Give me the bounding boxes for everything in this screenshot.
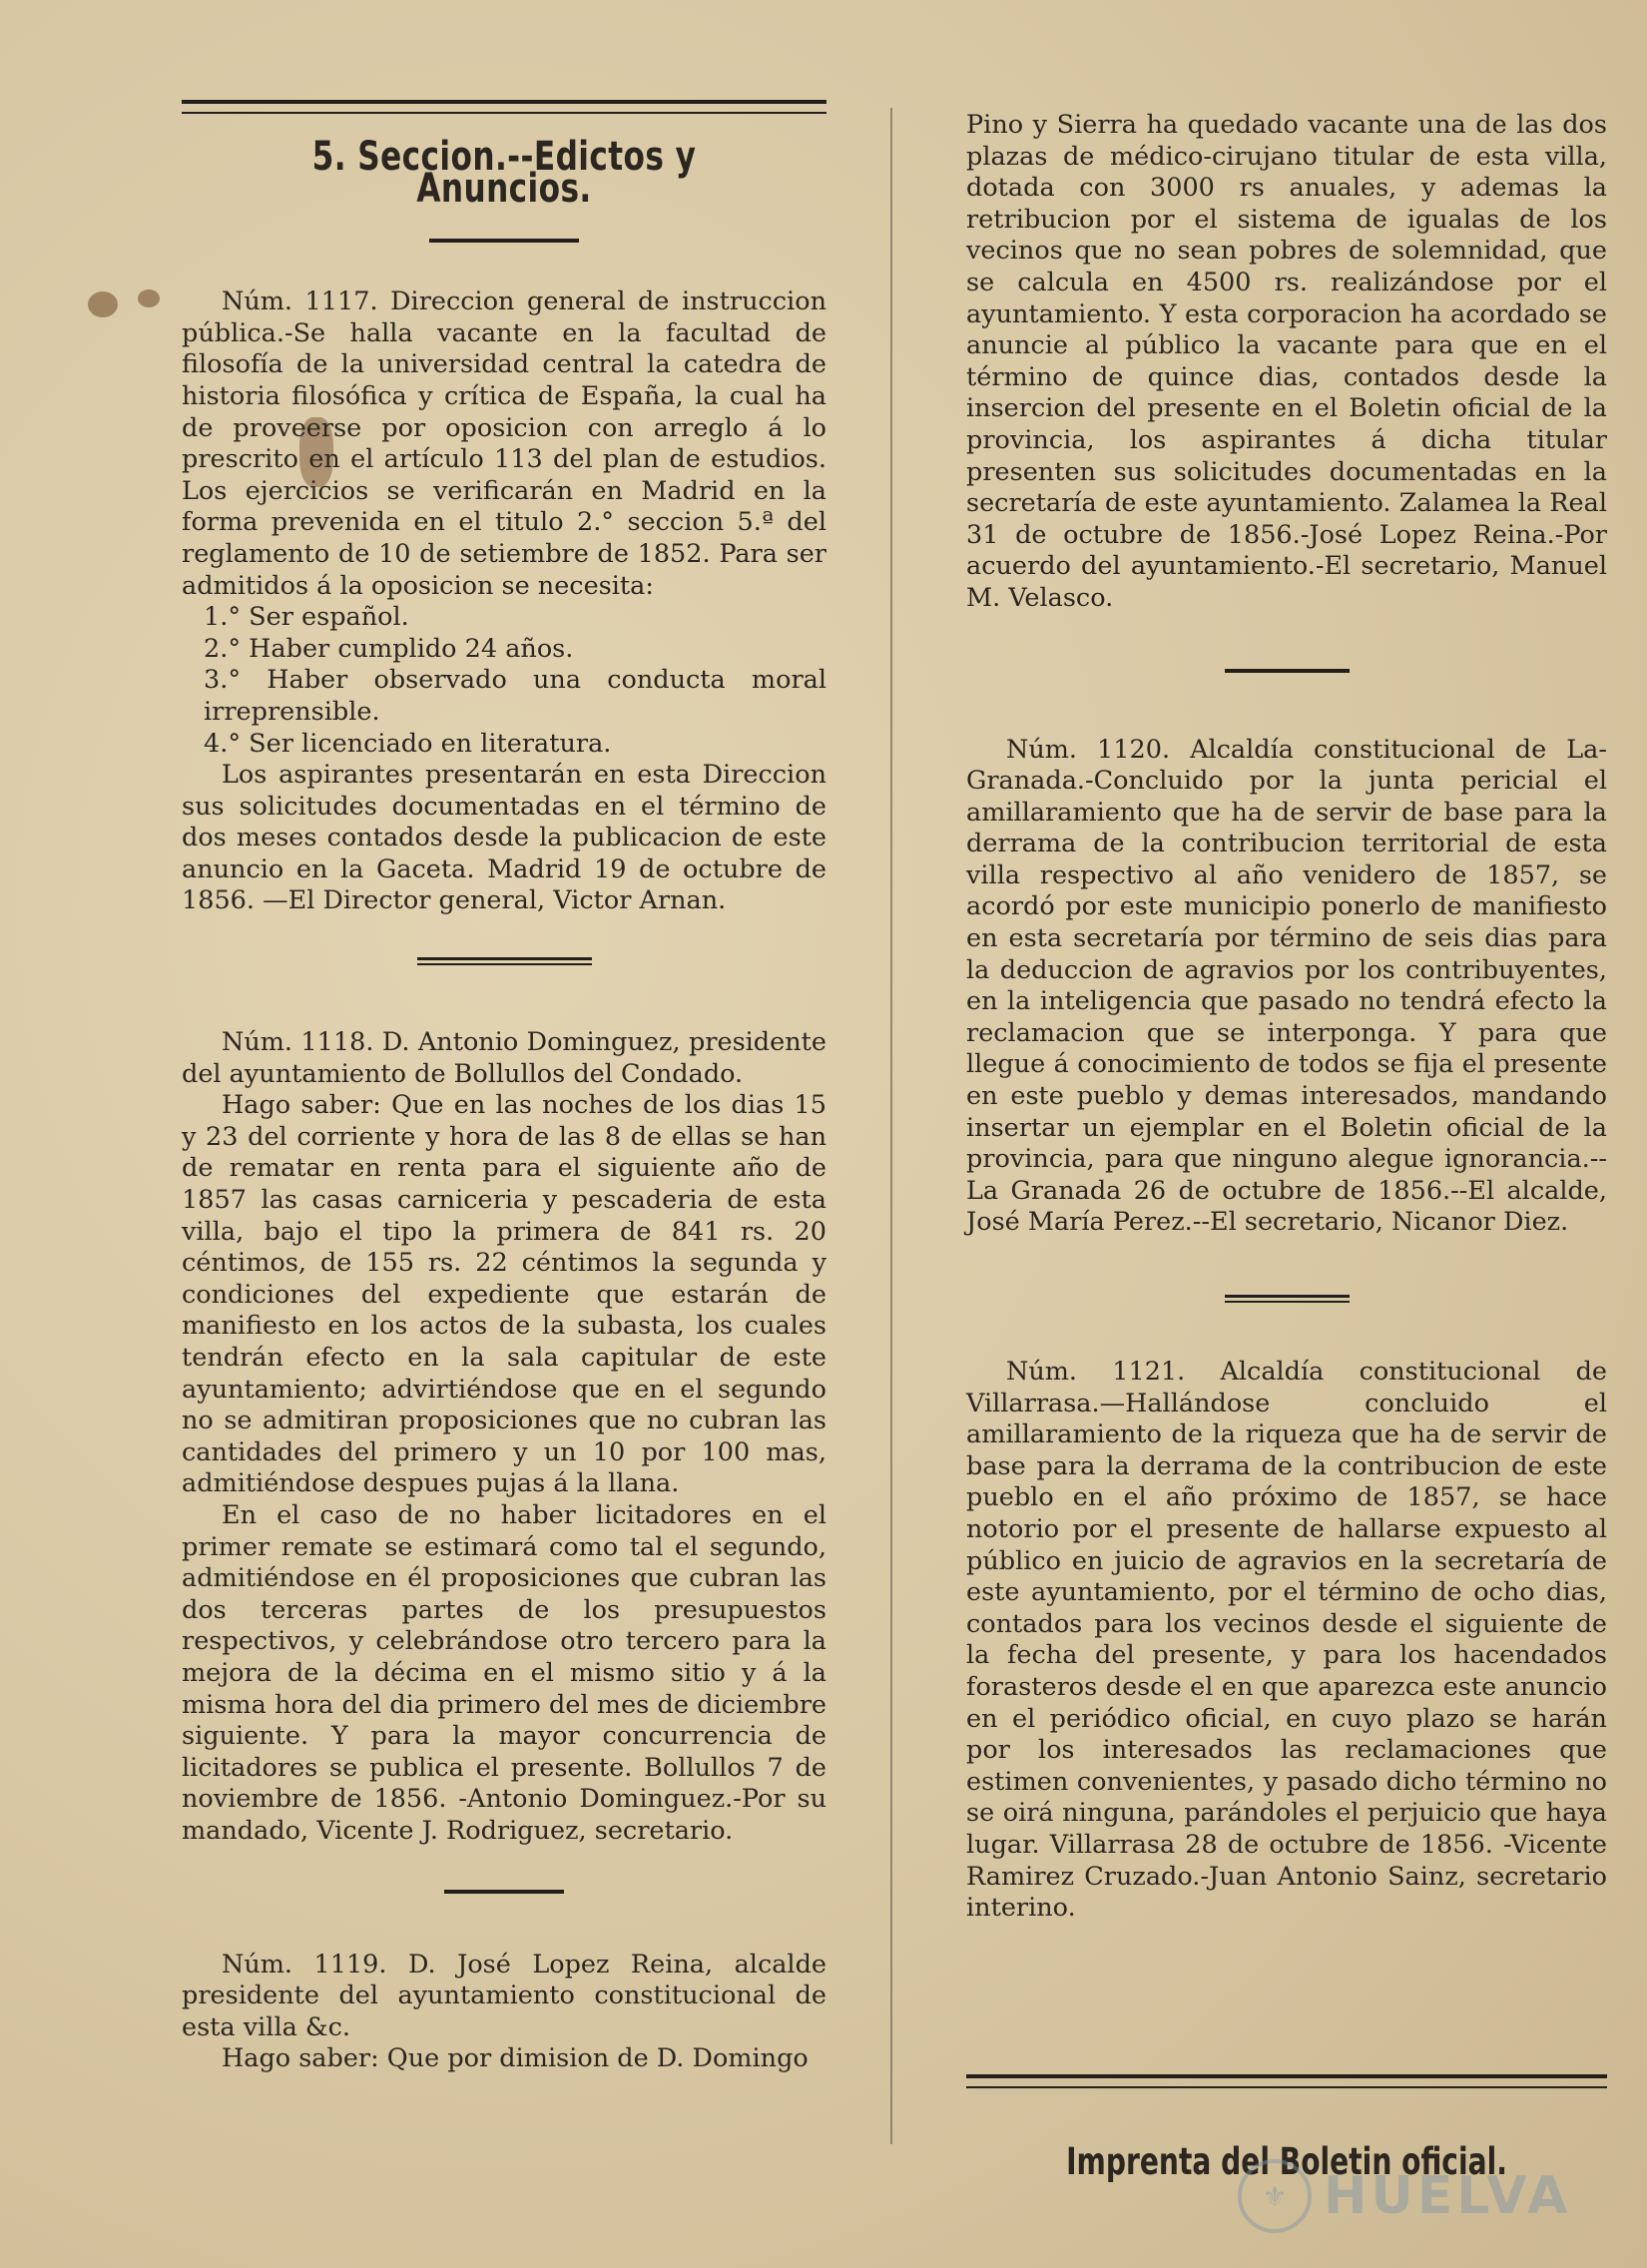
notice-1117-closing: Los aspirantes presentarán en esta Direccion sus solicitudes documentadas en el término de dos meses contados desde la publicacion de este anuncio en la Gaceta. Madrid 19 de octubre de 1856. —El Director general, Victor Arnan. [182, 760, 826, 916]
notice-separator [1225, 1295, 1350, 1303]
notice-1117-text: Núm. 1117. Direccion general de instruccion pública.-Se halla vacante en la facultad de filosofía de la universidad central la catedra de historia filosófica y crítica de España, la cual ha de proveerse por oposicion con arreglo á lo prescrito en el artículo 113 del plan de estudios. Los ejercicios se verificarán en Madrid en la forma prevenida en el titulo 2.° seccion 5.ª del reglamento de 10 de setiembre de 1852. Para ser admitidos á la oposicion se necesita: [182, 286, 826, 601]
right-column [966, 110, 1607, 2183]
notice-separator [417, 957, 592, 965]
requirement-item: 2.° Haber cumplido 24 años. [204, 633, 574, 664]
watermark-logo [1238, 2156, 1617, 2236]
crest-icon: ⚜ [1238, 2159, 1312, 2233]
notice-1121: Núm. 1121. Alcaldía constitucional de Villarrasa.—Hallándose concluido el amillaramiento de la riqueza que ha de servir de base para la derrama de la contribucion de este pueblo en el año próximo de 1857, se hace notorio por el presente de hallarse expuesto al público en juicio de agravios en la secretaría de este ayuntamiento, por el término de ocho dias, contados para los vecinos desde el siguiente de la fecha del presente, y para los hacendados forasteros desde el en que aparezca este anuncio en el periódico oficial, en cuyo plazo se harán por los interesados las reclamaciones que estimen convenientes, y pasado dicho término no se oirá ninguna, parándoles el perjuicio que haya lugar. Villarrasa 28 de octubre de 1856. -Vicente Ramirez Cruzado.-Juan Antonio Sainz, secretario interino. [966, 1357, 1607, 1924]
ink-stain [138, 289, 160, 307]
notice-1119-body: Hago saber: Que por dimision de D. Domingo [222, 2043, 809, 2074]
notice-1118-body: Hago saber: Que en las noches de los dias 15 y 23 del corriente y hora de las 8 de ellas se han de rematar en renta para el siguiente año de 1857 las casas carniceria y pescaderia de esta villa, bajo el tipo la primera de 841 rs. 20 céntimos, de 155 rs. 22 céntimos la segunda y condiciones del expediente que estarán de manifiesto en los actos de la subasta, los cuales tendrán efecto en la sala capitular de este ayuntamiento; advirtiéndose que en el segundo no se admitiran proposiciones que no cubran las cantidades del primero y un 10 por 100 mas, admitiéndose despues pujas á la llana. [182, 1090, 826, 1499]
left-column [182, 100, 826, 2075]
title-rule [429, 239, 579, 243]
notice-1118-heading: Núm. 1118. D. Antonio Dominguez, presidente del ayuntamiento de Bollullos del Condado. [182, 1027, 826, 1089]
notice-separator [444, 1890, 564, 1894]
section-title: 5. Seccion.--Edictos y Anuncios. [311, 134, 697, 212]
requirement-item: 4.° Ser licenciado en literatura. [204, 728, 612, 759]
notice-1120: Núm. 1120. Alcaldía constitucional de La-Granada.-Concluido por la junta pericial el amillaramiento que ha de servir de base para la derrama de la contribucion territorial de esta villa respectivo al año venidero de 1857, se acordó por este municipio ponerlo de manifiesto en esta secretaría por término de seis dias para la deduccion de agravios por los contribuyentes, en la inteligencia que pasado no tendrá efecto la reclamacion que se interponga. Y para que llegue á conocimiento de todos se fija el presente en este pueblo y demas interesados, mandando insertar un ejemplar en el Boletin oficial de la provincia, para que ninguno alegue ignorancia.--La Granada 26 de octubre de 1856.--El alcalde, José María Perez.--El secretario, Nicanor Diez. [966, 734, 1607, 1238]
printer-imprint: Imprenta del Boletin oficial. [1066, 2139, 1507, 2183]
notice-1119-continued: Pino y Sierra ha quedado vacante una de las dos plazas de médico-cirujano titular de esta villa, dotada con 3000 rs anuales, y ademas la retribucion por el sistema de igualas de los vecinos que no sean pobres de solemnidad, que se calcula en 4500 rs. realizándose por el ayuntamiento. Y esta corporacion ha acordado se anuncie al público la vacante para que en el término de quince dias, contados desde la insercion del presente en el Boletin oficial de la provincia, los aspirantes á dicha titular presenten sus solicitudes documentadas en la secretaría de este ayuntamiento. Zalamea la Real 31 de octubre de 1856.-José Lopez Reina.-Por acuerdo del ayuntamiento.-El secretario, Manuel M. Velasco. [966, 110, 1607, 613]
requirement-item: 1.° Ser español. [204, 602, 409, 633]
notice-1119-heading: Núm. 1119. D. José Lopez Reina, alcalde presidente del ayuntamiento constitucional de esta villa &c. [182, 1949, 826, 2042]
column-divider [890, 108, 892, 2144]
notice-1118 [182, 1027, 826, 1847]
bottom-rule [966, 2074, 1607, 2088]
notice-1119 [182, 1950, 826, 2075]
notice-separator [1225, 669, 1350, 673]
watermark-text: HUELVA [1324, 2166, 1572, 2226]
requirement-item: 3.° Haber observado una conducta moral irreprensible. [204, 665, 826, 727]
ink-stain [88, 291, 118, 317]
notice-1118-body-2: En el caso de no haber licitadores en el primer remate se estimará como tal el segundo, admitiéndose en él proposiciones que cubran las dos terceras partes de los presupuestos respectivos, y celebrándose otro tercero para la mejora de la décima en el mismo sitio y á la misma hora del dia primero del mes de diciembre siguiente. Y para la mayor concurrencia de licitadores se publica el presente. Bollullos 7 de noviembre de 1856. -Antonio Dominguez.-Por su mandado, Vicente J. Rodriguez, secretario. [182, 1499, 826, 1846]
notice-1117 [182, 286, 826, 917]
top-rule [182, 100, 826, 114]
